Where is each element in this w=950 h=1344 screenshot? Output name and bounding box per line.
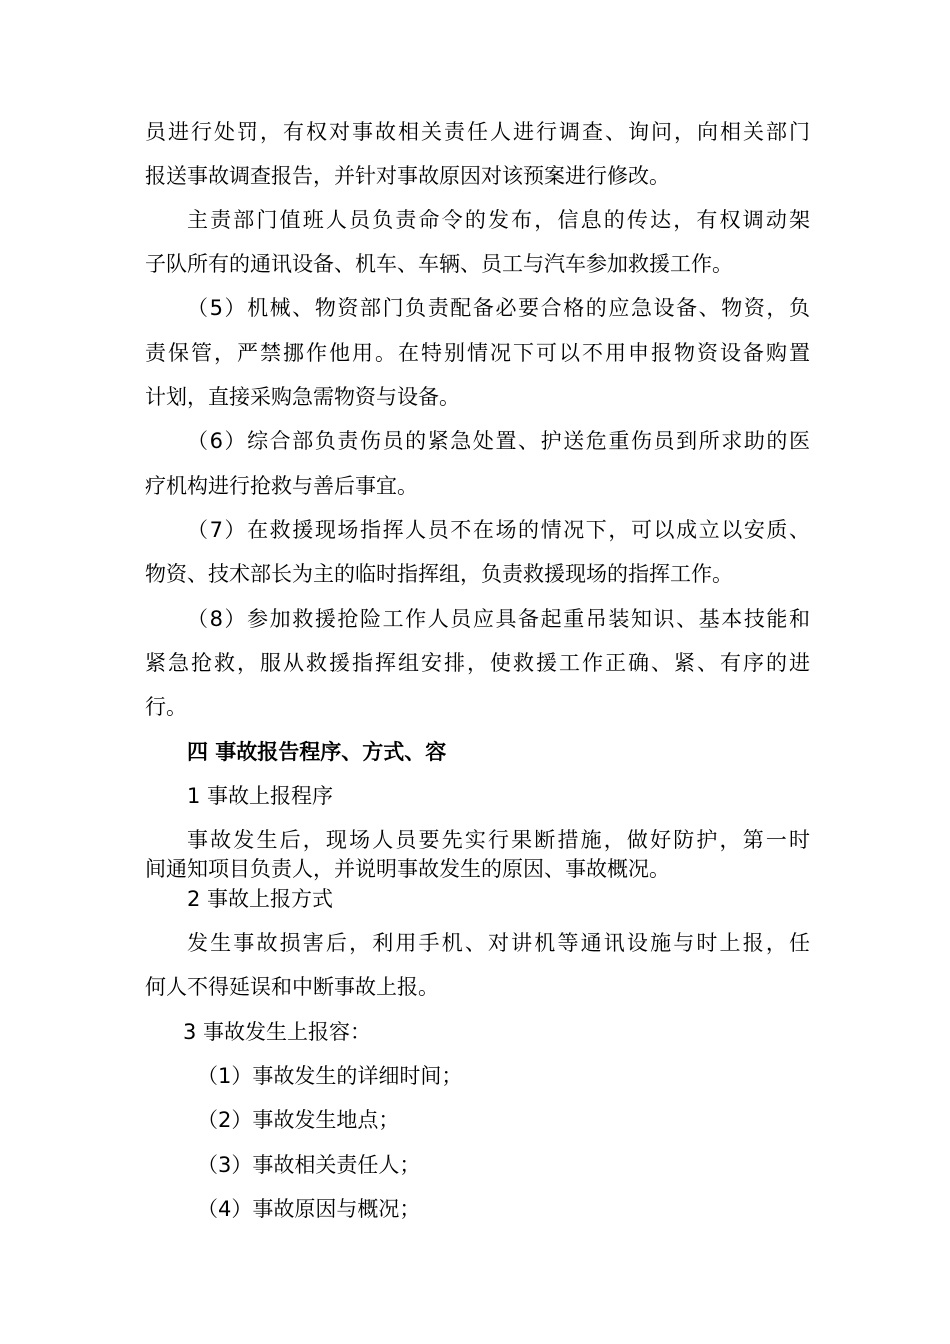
text-line: （8）参加救援抢险工作人员应具备起重吊装知识、基本技能和	[187, 607, 810, 631]
text-line: 员进行处罚，有权对事故相关责任人进行调查、询问，向相关部门	[145, 120, 810, 144]
list-item: （2）事故发生地点；	[197, 1108, 400, 1132]
text-line: 报送事故调查报告，并针对事故原因对该预案进行修改。	[145, 164, 670, 188]
subsection-heading: 2 事故上报方式	[187, 887, 334, 911]
text-line: 主责部门值班人员负责命令的发布，信息的传达，有权调动架	[187, 208, 810, 232]
text-line: 紧急抢救，服从救援指挥组安排，使救援工作正确、紧、有序的进	[145, 651, 810, 675]
text-line: 疗机构进行抢救与善后事宜。	[145, 474, 418, 498]
list-item: （3）事故相关责任人；	[197, 1153, 421, 1177]
text-line: 何人不得延误和中断事故上报。	[145, 975, 439, 999]
subsection-heading: 3 事故发生上报容：	[183, 1020, 372, 1044]
text-line: 发生事故损害后，利用手机、对讲机等通讯设施与时上报，任	[187, 931, 810, 955]
list-item: （1）事故发生的详细时间；	[197, 1064, 463, 1088]
text-line: 事故发生后，现场人员要先实行果断措施，做好防护，第一时	[187, 828, 810, 852]
subsection-heading: 1 事故上报程序	[187, 784, 334, 808]
list-item: （4）事故原因与概况；	[197, 1197, 421, 1221]
text-line: （5）机械、物资部门负责配备必要合格的应急设备、物资，负	[187, 296, 810, 320]
text-line: 计划，直接采购急需物资与设备。	[145, 385, 460, 409]
text-line: （6）综合部负责伤员的紧急处置、护送危重伤员到所求助的医	[187, 429, 810, 453]
section-heading: 四 事故报告程序、方式、容	[187, 740, 447, 764]
text-line: 物资、技术部长为主的临时指挥组，负责救援现场的指挥工作。	[145, 562, 733, 586]
text-line: 行。	[145, 695, 187, 719]
text-line: （7）在救援现场指挥人员不在场的情况下，可以成立以安质、	[187, 518, 810, 542]
text-line: 间通知项目负责人，并说明事故发生的原因、事故概况。	[145, 857, 670, 881]
text-line: 子队所有的通讯设备、机车、车辆、员工与汽车参加救援工作。	[145, 252, 733, 276]
text-line: 责保管，严禁挪作他用。在特别情况下可以不用申报物资设备购置	[145, 341, 810, 365]
